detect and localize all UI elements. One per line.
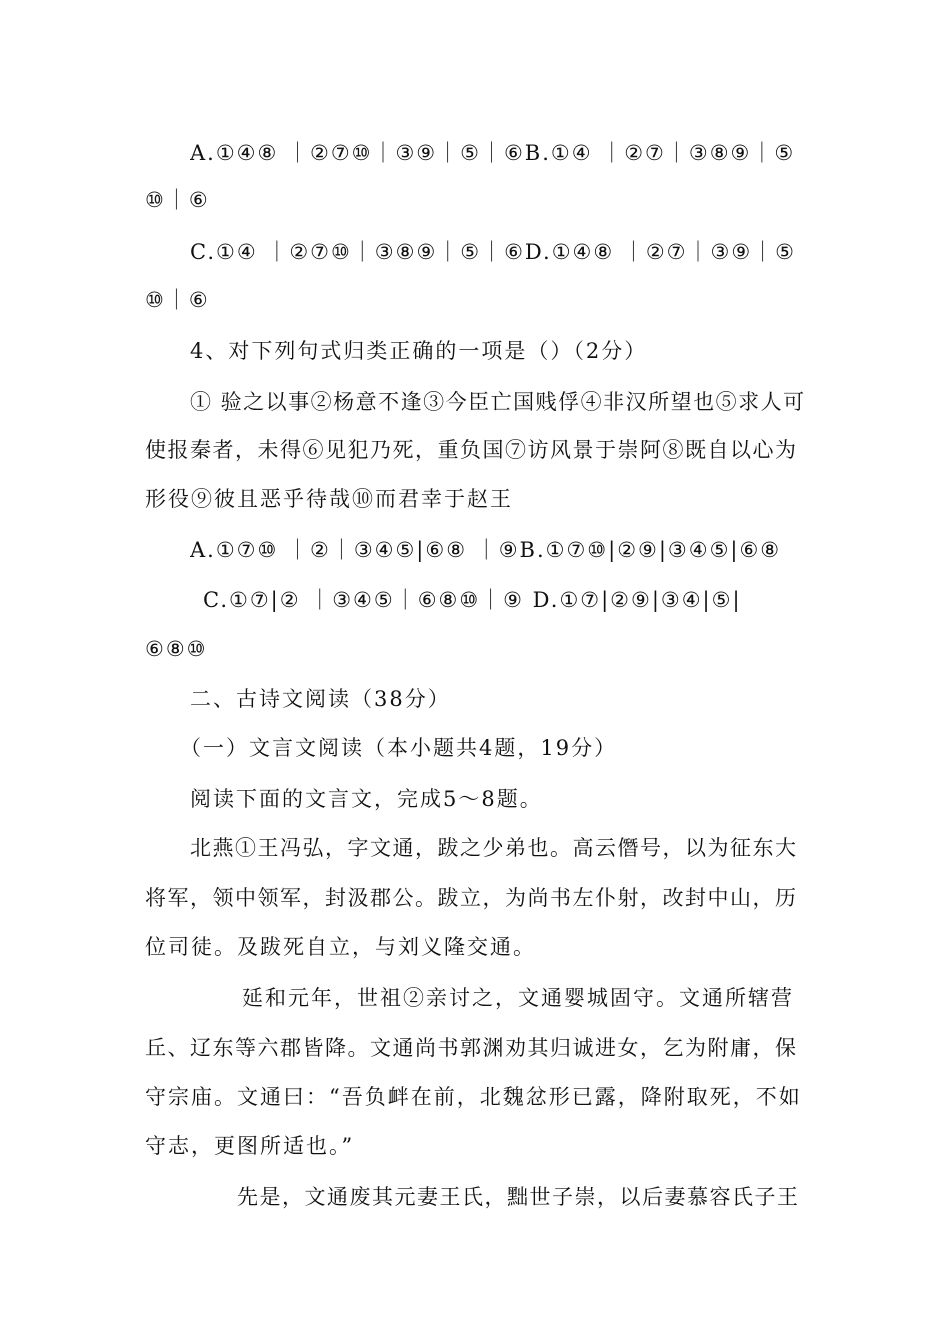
question-4-body: ① 验之以事②杨意不逢③今臣亡国贱俘④非汉所望也⑤求人可 (190, 390, 806, 414)
option-line-continued: ⑩｜⑥ (145, 188, 210, 212)
passage-paragraph-3: 先是，文通废其元妻王氏，黜世子崇，以后妻慕容氏子王 (237, 1185, 800, 1209)
passage-paragraph-2: 丘、辽东等六郡皆降。文通尚书郭渊劝其归诚进女，乞为附庸，保 (145, 1036, 798, 1060)
passage-paragraph-2: 守志，更图所适也。” (145, 1134, 355, 1158)
question-4-options-continued: ⑥⑧⑩ (145, 637, 208, 661)
option-line-a-b: A.①④⑧ ｜②⑦⑩｜③⑨｜⑤｜⑥B.①④ ｜②⑦｜③⑧⑨｜⑤ (190, 141, 796, 165)
question-4-options-c-d: C.①⑦|② ｜③④⑤｜⑥⑧⑩｜⑨ D.①⑦|②⑨|③④|⑤| (203, 588, 742, 612)
reading-instruction: 阅读下面的文言文，完成5～8题。 (190, 787, 543, 811)
passage-paragraph-1: 位司徒。及跋死自立，与刘义隆交通。 (145, 935, 536, 959)
section-heading: 二、古诗文阅读（38分） (190, 687, 451, 711)
passage-paragraph-1: 北燕①王冯弘，字文通，跋之少弟也。高云僭号，以为征东大 (190, 836, 798, 860)
question-4-body: 使报秦者，未得⑥见犯乃死，重负国⑦访风景于崇阿⑧既自以心为 (145, 438, 798, 462)
passage-paragraph-2: 守宗庙。文通曰：“吾负衅在前，北魏忿形已露，降附取死，不如 (145, 1085, 802, 1109)
option-line-continued: ⑩｜⑥ (145, 288, 210, 312)
question-4-title: 4、对下列句式归类正确的一项是（）（2分） (190, 339, 648, 363)
question-4-options-a-b: A.①⑦⑩ ｜②｜③④⑤|⑥⑧ ｜⑨B.①⑦⑩|②⑨|③④⑤|⑥⑧ (190, 538, 782, 562)
question-4-body: 形役⑨彼且恶乎待哉⑩而君幸于赵王 (145, 487, 513, 511)
passage-paragraph-1: 将军，领中领军，封汲郡公。跋立，为尚书左仆射，改封中山，历 (145, 886, 798, 910)
subsection-heading: （一）文言文阅读（本小题共4题，19分） (180, 736, 618, 760)
option-line-c-d: C.①④ ｜②⑦⑩｜③⑧⑨｜⑤｜⑥D.①④⑧ ｜②⑦｜③⑨｜⑤ (190, 240, 796, 264)
passage-paragraph-2: 延和元年，世祖②亲讨之，文通婴城固守。文通所辖营 (242, 986, 794, 1010)
